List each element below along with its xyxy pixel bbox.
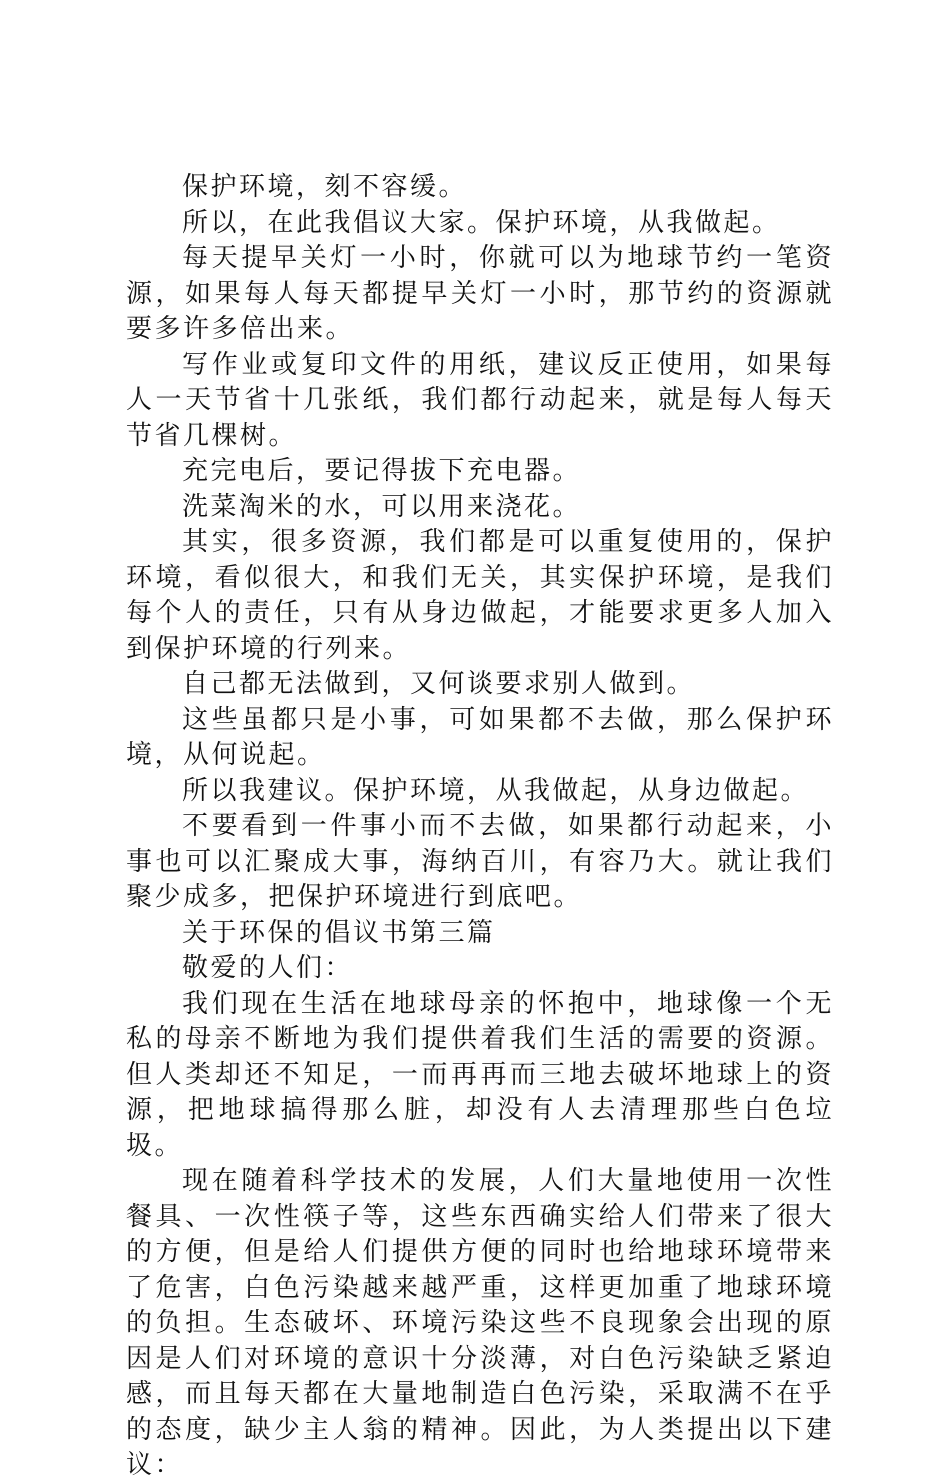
paragraph-1: 保护环境，刻不容缓。 xyxy=(182,172,468,202)
paragraph-3: 每天提早关灯一小时，你就可以为地球节约一笔资源，如果每人每天都提早关灯一小时，那节约的资源就要多许多倍出来。 xyxy=(126,243,834,344)
document-body xyxy=(126,170,834,1484)
paragraph-11: 不要看到一件事小而不去做，如果都行动起来，小事也可以汇聚成大事，海纳百川，有容乃大。就让我们聚少成多，把保护环境进行到底吧。 xyxy=(126,811,834,912)
section-heading: 关于环保的倡议书第三篇 xyxy=(182,917,496,948)
paragraph-6: 洗菜淘米的水，可以用来浇花。 xyxy=(182,491,582,522)
paragraph-5: 充完电后，要记得拔下充电器。 xyxy=(182,456,582,486)
paragraph-15: 现在随着科学技术的发展，人们大量地使用一次性餐具、一次性筷子等，这些东西确实给人们带来了很大的方便，但是给人们提供方便的同时也给地球环境带来了危害，白色污染越来越严重，这样更加重了地球环境的负担。生态破坏、环境污染这些不良现象会出现的原因是人们对环境的意识十分淡薄，对白色污染缺乏紧迫感，而且每天都在大量地制造白色污染，采取满不在乎的态度，缺少主人翁的精神。因此，为人类提出以下建议： xyxy=(126,1166,834,1480)
salutation: 敬爱的人们： xyxy=(182,953,354,983)
paragraph-14: 我们现在生活在地球母亲的怀抱中，地球像一个无私的母亲不断地为我们提供着我们生活的需要的资源。但人类却还不知足，一而再再而三地去破坏地球上的资源，把地球搞得那么脏，却没有人去清理那些白色垃圾。 xyxy=(126,988,834,1161)
paragraph-2: 所以，在此我倡议大家。保护环境，从我做起。 xyxy=(182,207,781,238)
paragraph-7: 其实，很多资源，我们都是可以重复使用的，保护环境，看似很大，和我们无关，其实保护环境，是我们每个人的责任，只有从身边做起，才能要求更多人加入到保护环境的行列来。 xyxy=(126,527,834,664)
paragraph-8: 自己都无法做到，又何谈要求别人做到。 xyxy=(182,669,696,699)
paragraph-9: 这些虽都只是小事，可如果都不去做，那么保护环境，从何说起。 xyxy=(126,704,834,770)
paragraph-4: 写作业或复印文件的用纸，建议反正使用，如果每人一天节省十几张纸，我们都行动起来，就是每人每天节省几棵树。 xyxy=(126,349,834,451)
paragraph-10: 所以我建议。保护环境，从我做起，从身边做起。 xyxy=(182,775,810,806)
